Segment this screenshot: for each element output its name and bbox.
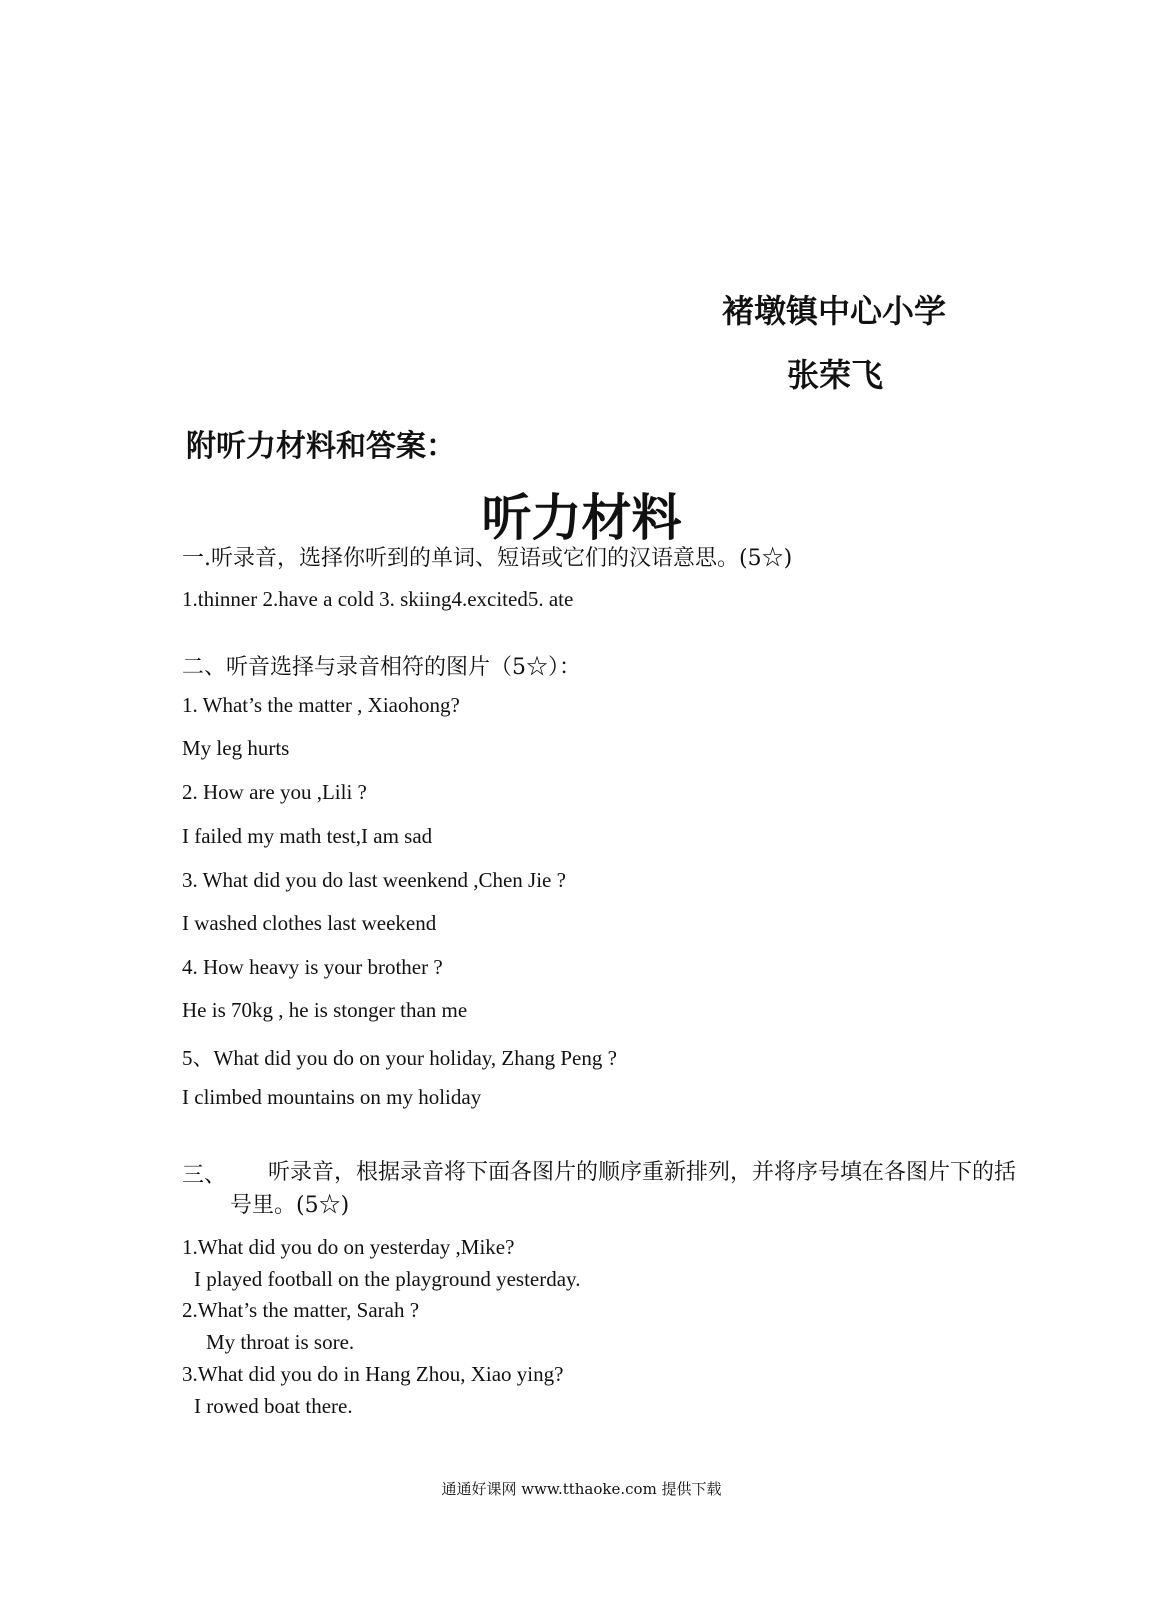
section3-line: I played football on the playground yesterday. — [194, 1267, 581, 1291]
main-title: 听力材料 — [481, 489, 682, 547]
section2-line: 3. What did you do last weenkend ,Chen Jie ? — [182, 868, 566, 892]
section3-line: 1.What did you do on yesterday ,Mike? — [182, 1235, 515, 1259]
section2-line: I climbed mountains on my holiday — [182, 1085, 482, 1109]
section2-line: My leg hurts — [182, 736, 290, 760]
section1-content: 1.thinner 2.have a cold 3. skiing4.excited5. ate — [182, 587, 574, 611]
section1-heading: 一.听录音，选择你听到的单词、短语或它们的汉语意思。(5☆) — [182, 546, 793, 571]
section3-line: My throat is sore. — [206, 1330, 355, 1354]
section3-line: 3.What did you do in Hang Zhou, Xiao ying? — [182, 1362, 564, 1386]
school-name: 褚墩镇中心小学 — [722, 292, 947, 330]
author-name: 张荣飞 — [787, 356, 884, 394]
section3-heading: 听录音，根据录音将下面各图片的顺序重新排列，并将序号填在各图片下的括号里。(5☆) — [230, 1160, 1017, 1218]
section2-line: I washed clothes last weekend — [182, 911, 437, 935]
section3-line: I rowed boat there. — [194, 1394, 353, 1418]
section3-line: 2.What’s the matter, Sarah ? — [182, 1298, 420, 1322]
attachment-title: 附听力材料和答案： — [186, 429, 456, 464]
section3-number: 三、 — [182, 1163, 227, 1188]
section2-line: He is 70kg , he is stonger than me — [182, 998, 468, 1022]
section2-line: 5、What did you do on your holiday, Zhang Peng ? — [182, 1046, 617, 1070]
section2-line: 4. How heavy is your brother ? — [182, 955, 443, 979]
section2-heading: 二、听音选择与录音相符的图片（5☆）： — [182, 655, 581, 680]
section2-line: I failed my math test,I am sad — [182, 824, 433, 848]
footer-download-note: 通通好课网 www.tthaoke.com 提供下载 — [441, 1480, 722, 1498]
section2-line: 1. What’s the matter , Xiaohong? — [182, 693, 460, 717]
section2-line: 2. How are you ,Lili ? — [182, 780, 367, 804]
